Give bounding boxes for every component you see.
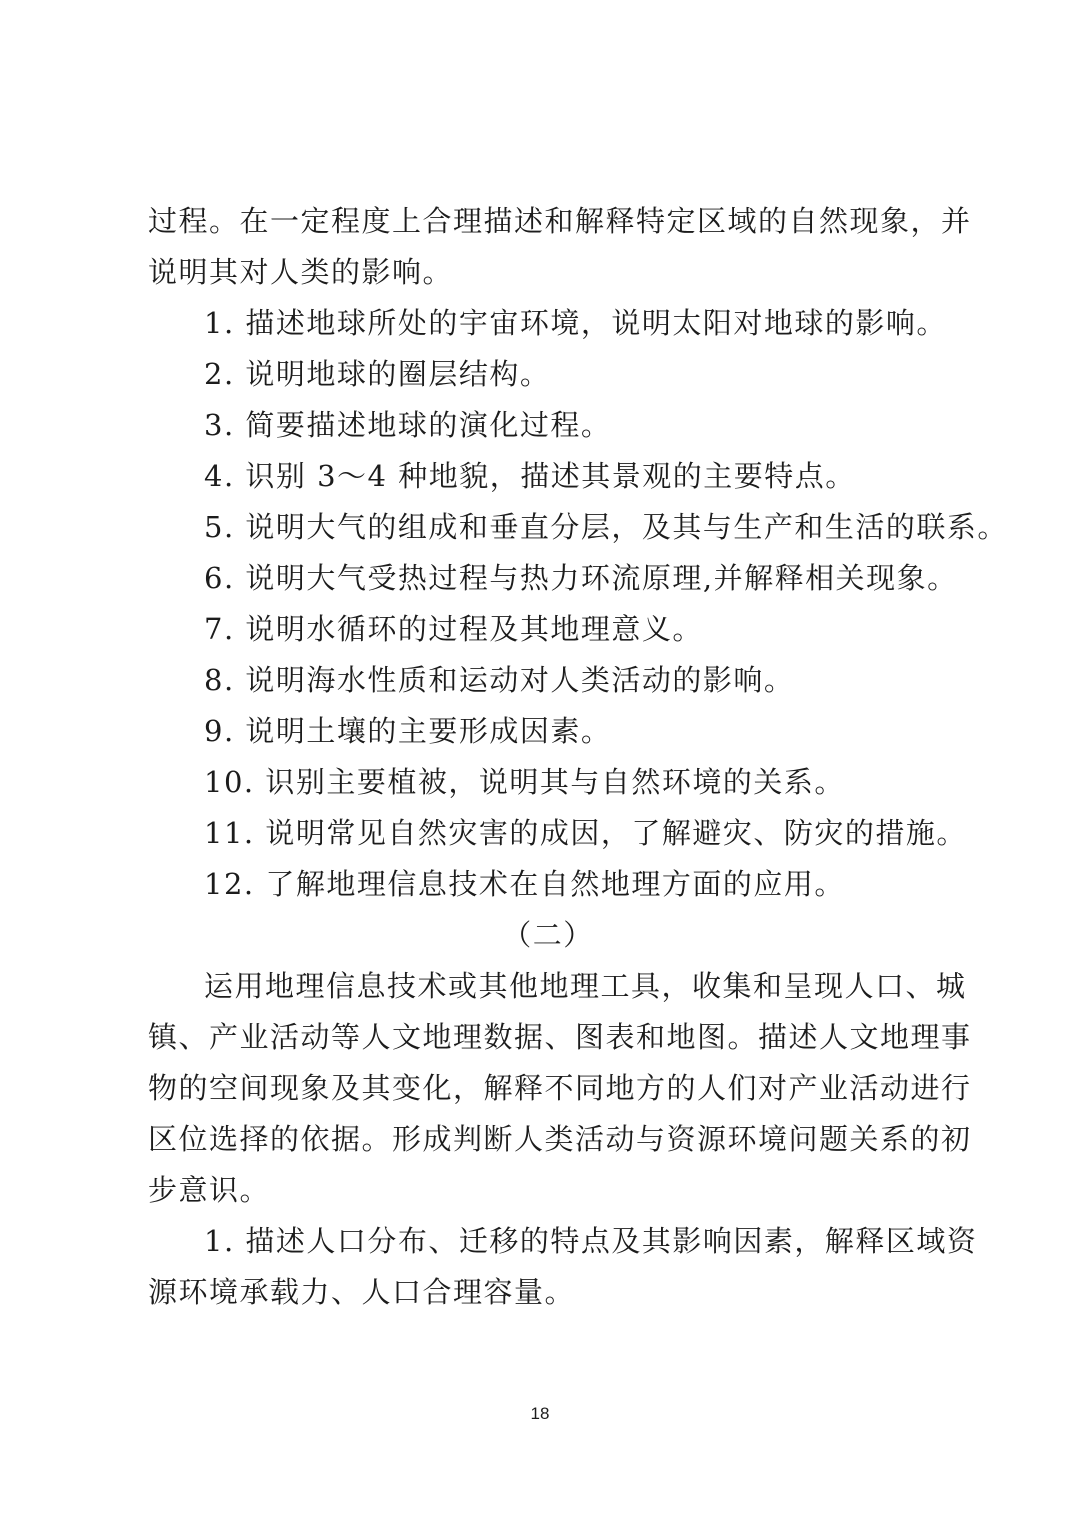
list-item: 12. 了解地理信息技术在自然地理方面的应用。 [204, 867, 845, 901]
list-item: 11. 说明常见自然灾害的成因，了解避灾、防灾的措施。 [204, 816, 967, 850]
text-line: 源环境承载力、人口合理容量。 [148, 1275, 576, 1309]
document-body [148, 196, 1008, 1318]
list-item: 8. 说明海水性质和运动对人类活动的影响。 [204, 663, 795, 697]
text-line: 步意识。 [148, 1173, 271, 1207]
list-item: 1. 描述地球所处的宇宙环境，说明太阳对地球的影响。 [204, 306, 947, 340]
list-item: 10. 识别主要植被，说明其与自然环境的关系。 [204, 765, 845, 799]
page-number: 18 [530, 1404, 550, 1423]
text-line: 运用地理信息技术或其他地理工具，收集和呈现人口、城 [204, 969, 967, 1003]
text-line: 区位选择的依据。形成判断人类活动与资源环境问题关系的初 [148, 1122, 972, 1156]
list-item: 7. 说明水循环的过程及其地理意义。 [204, 612, 703, 646]
list-item: 6. 说明大气受热过程与热力环流原理,并解释相关现象。 [204, 561, 958, 595]
list-item: 3. 简要描述地球的演化过程。 [204, 408, 612, 442]
list-item: 9. 说明土壤的主要形成因素。 [204, 714, 612, 748]
text-line: 物的空间现象及其变化，解释不同地方的人们对产业活动进行 [148, 1071, 972, 1105]
list-item: 5. 说明大气的组成和垂直分层，及其与生产和生活的联系。 [204, 510, 1008, 544]
section-heading: （二） [502, 918, 594, 952]
text-line: 过程。在一定程度上合理描述和解释特定区域的自然现象，并 [148, 204, 972, 238]
text-line: 说明其对人类的影响。 [148, 255, 454, 289]
list-item: 2. 说明地球的圈层结构。 [204, 357, 551, 391]
text-line: 镇、产业活动等人文地理数据、图表和地图。描述人文地理事 [148, 1020, 972, 1054]
list-item: 1. 描述人口分布、迁移的特点及其影响因素，解释区域资 [204, 1224, 978, 1258]
list-item: 4. 识别 3～4 种地貌，描述其景观的主要特点。 [204, 459, 856, 493]
